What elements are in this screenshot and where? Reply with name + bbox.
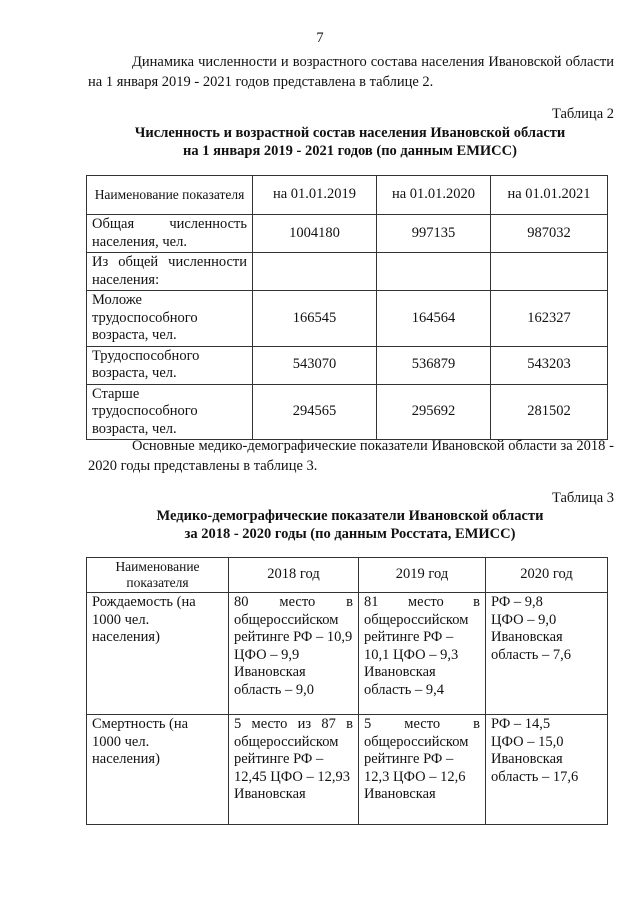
page-number: 7 <box>316 30 324 46</box>
table-row <box>87 215 608 253</box>
cell-text: 5 место из 87 в <box>234 716 353 732</box>
cell-text: ЦФО – 9,0 Ивановская область – 7,6 <box>491 611 571 663</box>
table-header-row <box>87 176 608 215</box>
header-cell: 2020 год <box>486 558 608 593</box>
value-cell: 294565 <box>253 384 377 440</box>
row-name: Из общей численности <box>92 254 247 270</box>
value-cell: 166545 <box>253 291 377 347</box>
table2-title-1: Численность и возрастной состав населения Ивановской области <box>134 125 566 141</box>
table-row <box>87 346 608 384</box>
row-name: Трудоспособного <box>92 347 200 364</box>
header-cell: Наименование показателя <box>87 558 229 593</box>
table-row <box>87 253 608 291</box>
cell-text: общероссийском рейтинге РФ – 12,3 ЦФО – 12,6 Ивановская <box>364 733 469 802</box>
row-name: возраста, чел. <box>92 365 177 381</box>
row-name: населения, чел. <box>92 233 187 250</box>
table3-label: Таблица 3 <box>551 490 614 506</box>
table2-title-2: на 1 января 2019 - 2021 годов (по данным ЕМИСС) <box>183 143 517 159</box>
table-row <box>87 593 608 715</box>
value-cell: 543203 <box>491 346 608 384</box>
table3-title-1: Медико-демографические показатели Ивановской области <box>156 508 544 524</box>
value-cell <box>491 253 608 291</box>
cell-text: общероссийском рейтинге РФ – 10,9 ЦФО – 9,9 Ивановская область – 9,0 <box>234 611 353 698</box>
value-cell: 281502 <box>491 384 608 440</box>
table-header-row <box>87 558 608 593</box>
row-name: трудоспособного возраста, чел. <box>92 309 198 343</box>
header-cell: 2019 год <box>359 558 486 593</box>
value-cell: 1004180 <box>253 215 377 253</box>
population-table <box>86 175 608 440</box>
row-name: Смертность (на 1000 чел. населения) <box>87 715 229 825</box>
value-cell: 162327 <box>491 291 608 347</box>
table3-title-2: за 2018 - 2020 годы (по данным Росстата, ЕМИСС) <box>184 526 516 542</box>
row-name: Моложе <box>92 292 142 308</box>
table2-label: Таблица 2 <box>551 106 614 122</box>
row-name: Общая численность <box>92 216 247 232</box>
value-cell: 987032 <box>491 215 608 253</box>
medical-demographic-table <box>86 557 608 825</box>
cell-text: 5 место в <box>364 716 480 732</box>
intro-paragraph-2: Основные медико-демографические показатели Ивановской области за 2018 - 2020 годы представлены в таблице 3. <box>88 438 614 474</box>
value-cell: 536879 <box>377 346 491 384</box>
cell-text: общероссийском рейтинге РФ – 10,1 ЦФО – 9,3 Ивановская область – 9,4 <box>364 611 469 698</box>
value-cell: 997135 <box>377 215 491 253</box>
table-row <box>87 715 608 825</box>
value-cell: 164564 <box>377 291 491 347</box>
cell-text: РФ – 9,8 <box>491 594 543 610</box>
intro-paragraph-1: Динамика численности и возрастного состава населения Ивановской области на 1 января 2019 - 2021 годов представлена в таблице 2. <box>88 54 614 90</box>
header-cell: Наименование показателя <box>87 176 253 215</box>
table-row <box>87 384 608 440</box>
cell-text: общероссийском рейтинге РФ – 12,45 ЦФО – 12,93 Ивановская <box>234 733 350 802</box>
row-name: населения: <box>92 271 160 288</box>
row-name: трудоспособного возраста, чел. <box>92 403 198 437</box>
row-name: Рождаемость (на 1000 чел. населения) <box>87 593 229 715</box>
header-cell: на 01.01.2021 <box>491 176 608 215</box>
value-cell: 543070 <box>253 346 377 384</box>
header-cell: на 01.01.2020 <box>377 176 491 215</box>
cell-text: 80 место в <box>234 594 353 610</box>
value-cell <box>253 253 377 291</box>
cell-text: 81 место в <box>364 594 480 610</box>
value-cell <box>377 253 491 291</box>
table-row <box>87 291 608 347</box>
value-cell: 295692 <box>377 384 491 440</box>
cell-text: РФ – 14,5 <box>491 716 551 732</box>
header-cell: 2018 год <box>229 558 359 593</box>
cell-text: ЦФО – 15,0 Ивановская область – 17,6 <box>491 733 579 785</box>
header-cell: на 01.01.2019 <box>253 176 377 215</box>
row-name: Старше <box>92 385 140 402</box>
